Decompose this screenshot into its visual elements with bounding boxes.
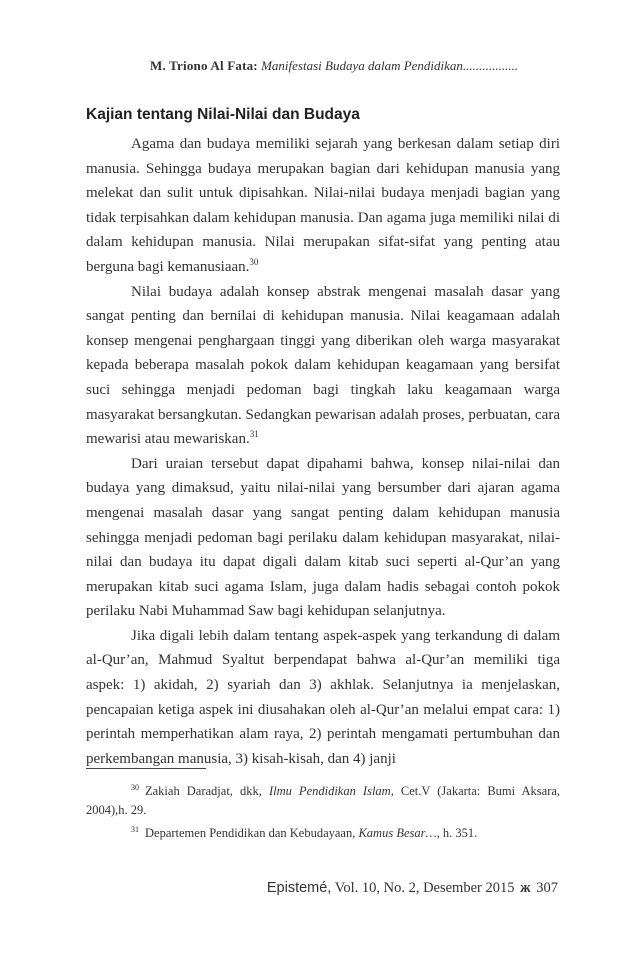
footer-journal-name: Epistemé,	[266, 880, 332, 896]
footnote-31-book-title: Kamus Besar…,	[358, 826, 440, 840]
footnote-31-authors: Departemen Pendidikan dan Kebudayaan,	[145, 826, 356, 840]
footnote-divider	[86, 768, 206, 769]
page-footer	[267, 880, 558, 897]
footnote-30-authors: Zakiah Daradjat, dkk,	[145, 784, 262, 798]
footnote-31-number: 31	[131, 825, 139, 834]
paragraph-3: Dari uraian tersebut dapat dipahami bahwa, konsep nilai-nilai dan budaya yang dimaksud, yaitu nilai-nilai yang bersumber dari ajaran agama mengenai masalah dasar yang sangat penting dalam kehidupan manusia sehingga menjadi pedoman bagi perilaku dalam kehidupan masyarakat, nilai-nilai dan budaya itu dapat digali dalam kitab suci seperti al-Qur’an yang merupakan kitab suci agama Islam, juga dalam hadis sebagai contoh pokok perilaku Nabi Muhammad Saw bagi kehidupan selanjutnya.	[86, 455, 560, 620]
footnote-31-details: h. 351.	[442, 826, 478, 840]
footnote-ref-31[interactable]: 31	[249, 429, 259, 440]
running-head-title: Manifestasi Budaya dalam Pendidikan.................	[261, 58, 519, 73]
footnote-30-book-title: Ilmu Pendidikan Islam,	[268, 784, 394, 798]
running-head-author: M. Triono Al Fata:	[150, 58, 258, 73]
footnote-30-details: Cet.V (Jakarta: Bumi Aksara, 2004),h. 29.	[86, 784, 561, 817]
running-head	[150, 58, 560, 74]
footnote-30	[86, 782, 560, 820]
footer-separator-glyph: ж	[520, 880, 531, 896]
paragraph-1-text: Agama dan budaya memiliki sejarah yang berkesan dalam setiap diri manusia. Sehingga budaya merupakan bagian dari kehidupan manusia yang melekat dan sulit untuk dipisahkan. Nilai-nilai budaya menjadi bagian yang tidak terpisahkan dalam kehidupan manusia. Dan agama juga memiliki nilai di dalam kehidupan manusia. Nilai merupakan sifat-sifat yang penting atau berguna bagi kemanusiaan.	[86, 136, 560, 275]
paragraph-2	[86, 280, 560, 452]
footnote-ref-30[interactable]: 30	[249, 256, 259, 267]
paragraph-2-text: Nilai budaya adalah konsep abstrak mengenai masalah dasar yang sangat penting dan bernilai di kehidupan manusia. Nilai keagamaan adalah konsep mengenai penghargaan tinggi yang diberikan oleh warga masyarakat kepada beberapa masalah pokok dalam kehidupan keagamaan yang bersifat suci sehingga menjadi pedoman bagi tingkah laku keagamaan warga masyarakat bersangkutan. Sedangkan pewarisan adalah proses, perbuatan, cara mewarisi atau mewariskan.	[86, 283, 560, 448]
footnote-31	[86, 824, 560, 843]
footnote-30-number: 30	[131, 783, 139, 792]
footer-issue: Vol. 10, No. 2, Desember 2015	[334, 880, 515, 896]
section-heading: Kajian tentang Nilai-Nilai dan Budaya	[86, 106, 360, 123]
footnotes	[86, 782, 560, 847]
body-text	[86, 132, 560, 771]
paragraph-1	[86, 132, 560, 280]
paragraph-4: Jika digali lebih dalam tentang aspek-aspek yang terkandung di dalam al-Qur’an, Mahmud Syaltut berpendapat bahwa al-Qur’an memiliki tiga aspek: 1) akidah, 2) syariah dan 3) akhlak. Selanjutnya ia menjelaskan, pencapaian ketiga aspek ini diusahakan oleh al-Qur’an melalui empat cara: 1) perintah memperhatikan alam raya, 2) perintah mengamati pertumbuhan dan perkembangan manusia, 3) kisah-kisah, dan 4) janji	[86, 627, 560, 767]
footer-page-number: 307	[536, 880, 558, 896]
